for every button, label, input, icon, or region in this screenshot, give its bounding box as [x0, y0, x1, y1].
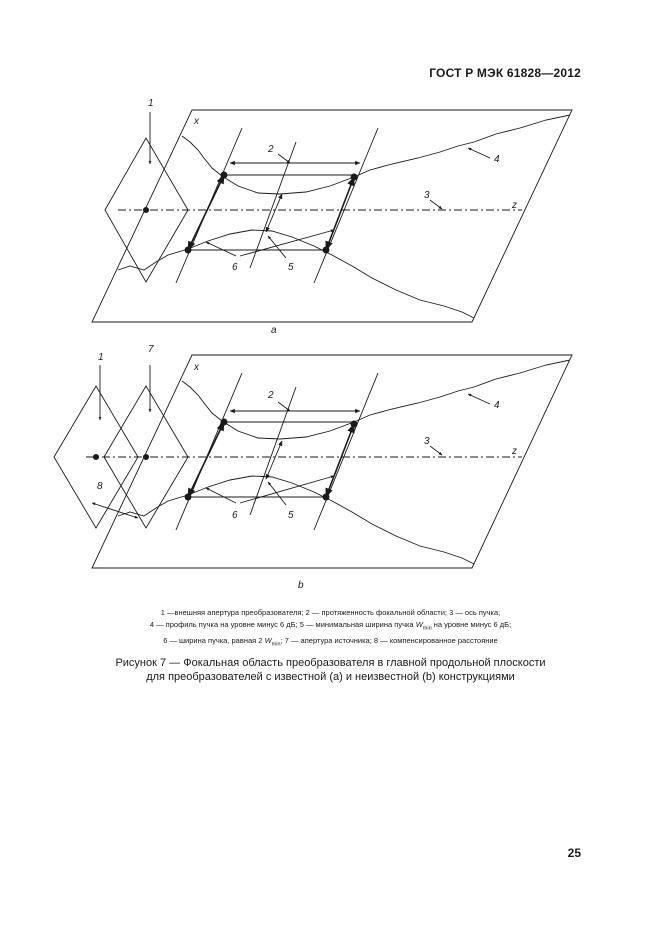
figure-b: [54, 355, 572, 568]
beam-width-arrow-right-a: [326, 177, 354, 250]
label-x-b: x: [194, 362, 199, 373]
focal-limit-line-2-a: [314, 128, 378, 283]
beam-width-arrow-right-b: [326, 424, 354, 497]
caption-line-2: для преобразователей с известной (a) и неизвестной (b) конструкциями: [146, 671, 515, 683]
label-3-a: 3: [424, 190, 430, 201]
beam-profile-lower-b: [118, 476, 474, 564]
label-x-a: x: [194, 116, 199, 127]
standard-header: ГОСТ Р МЭК 61828—2012: [429, 66, 581, 80]
label-z-b: z: [512, 446, 517, 457]
label-5-a: 5: [288, 262, 294, 273]
page-number: 25: [567, 846, 581, 860]
label-4-a: 4: [494, 154, 500, 165]
focal-plane-a: [92, 110, 572, 322]
label-6-b: 6: [232, 510, 238, 521]
min-width-arrow-a: [266, 194, 282, 232]
compensated-distance-arrow-b: [92, 503, 138, 518]
sublabel-b: b: [298, 580, 304, 591]
label-7-b: 7: [148, 344, 154, 355]
label-2-b: 2: [268, 390, 274, 401]
legend-line-3: 6 — ширина пучка, равная 2 $W_{min}$; 7 — апертура источника; 8 — компенсированное расстояние: [163, 635, 498, 647]
label-5-b: 5: [288, 510, 294, 521]
caption-line-1: Рисунок 7 — Фокальная область преобразователя в главной продольной плоскости: [115, 657, 546, 669]
label-1-a: 1: [148, 98, 154, 109]
beam-profile-lower-a: [118, 230, 474, 318]
label-2-a: 2: [268, 144, 274, 155]
beam-width-arrow-left-b: [188, 422, 224, 497]
focal-plane-b: [92, 355, 572, 568]
min-width-arrow-b: [266, 441, 282, 479]
label-4-b: 4: [494, 400, 500, 411]
legend-line-2: 4 — профиль пучка на уровне минус 6 дБ; 5 — минимальная ширина пучка $W_{min}$ на уровне минус 6 дБ;: [149, 620, 512, 632]
figure-legend: [60, 607, 601, 650]
figure-a: [92, 110, 572, 322]
min-width-line-a: [250, 142, 296, 268]
label-6-a: 6: [232, 262, 238, 273]
beam-profile-upper-a: [182, 115, 570, 194]
label-1-b: 1: [98, 352, 104, 363]
label-8-b: 8: [97, 481, 103, 492]
label-z-a: z: [512, 200, 517, 211]
beam-width-arrow-left-a: [188, 175, 224, 250]
beam-profile-upper-b: [182, 360, 570, 439]
figure-caption: [40, 656, 621, 684]
figure-b-labels: [97, 344, 517, 591]
legend-line-1: 1 —внешняя апертура преобразователя; 2 — протяженность фокальной области; 3 — ось пучка;: [160, 608, 501, 617]
sublabel-a: a: [271, 325, 277, 336]
label-3-b: 3: [424, 436, 430, 447]
